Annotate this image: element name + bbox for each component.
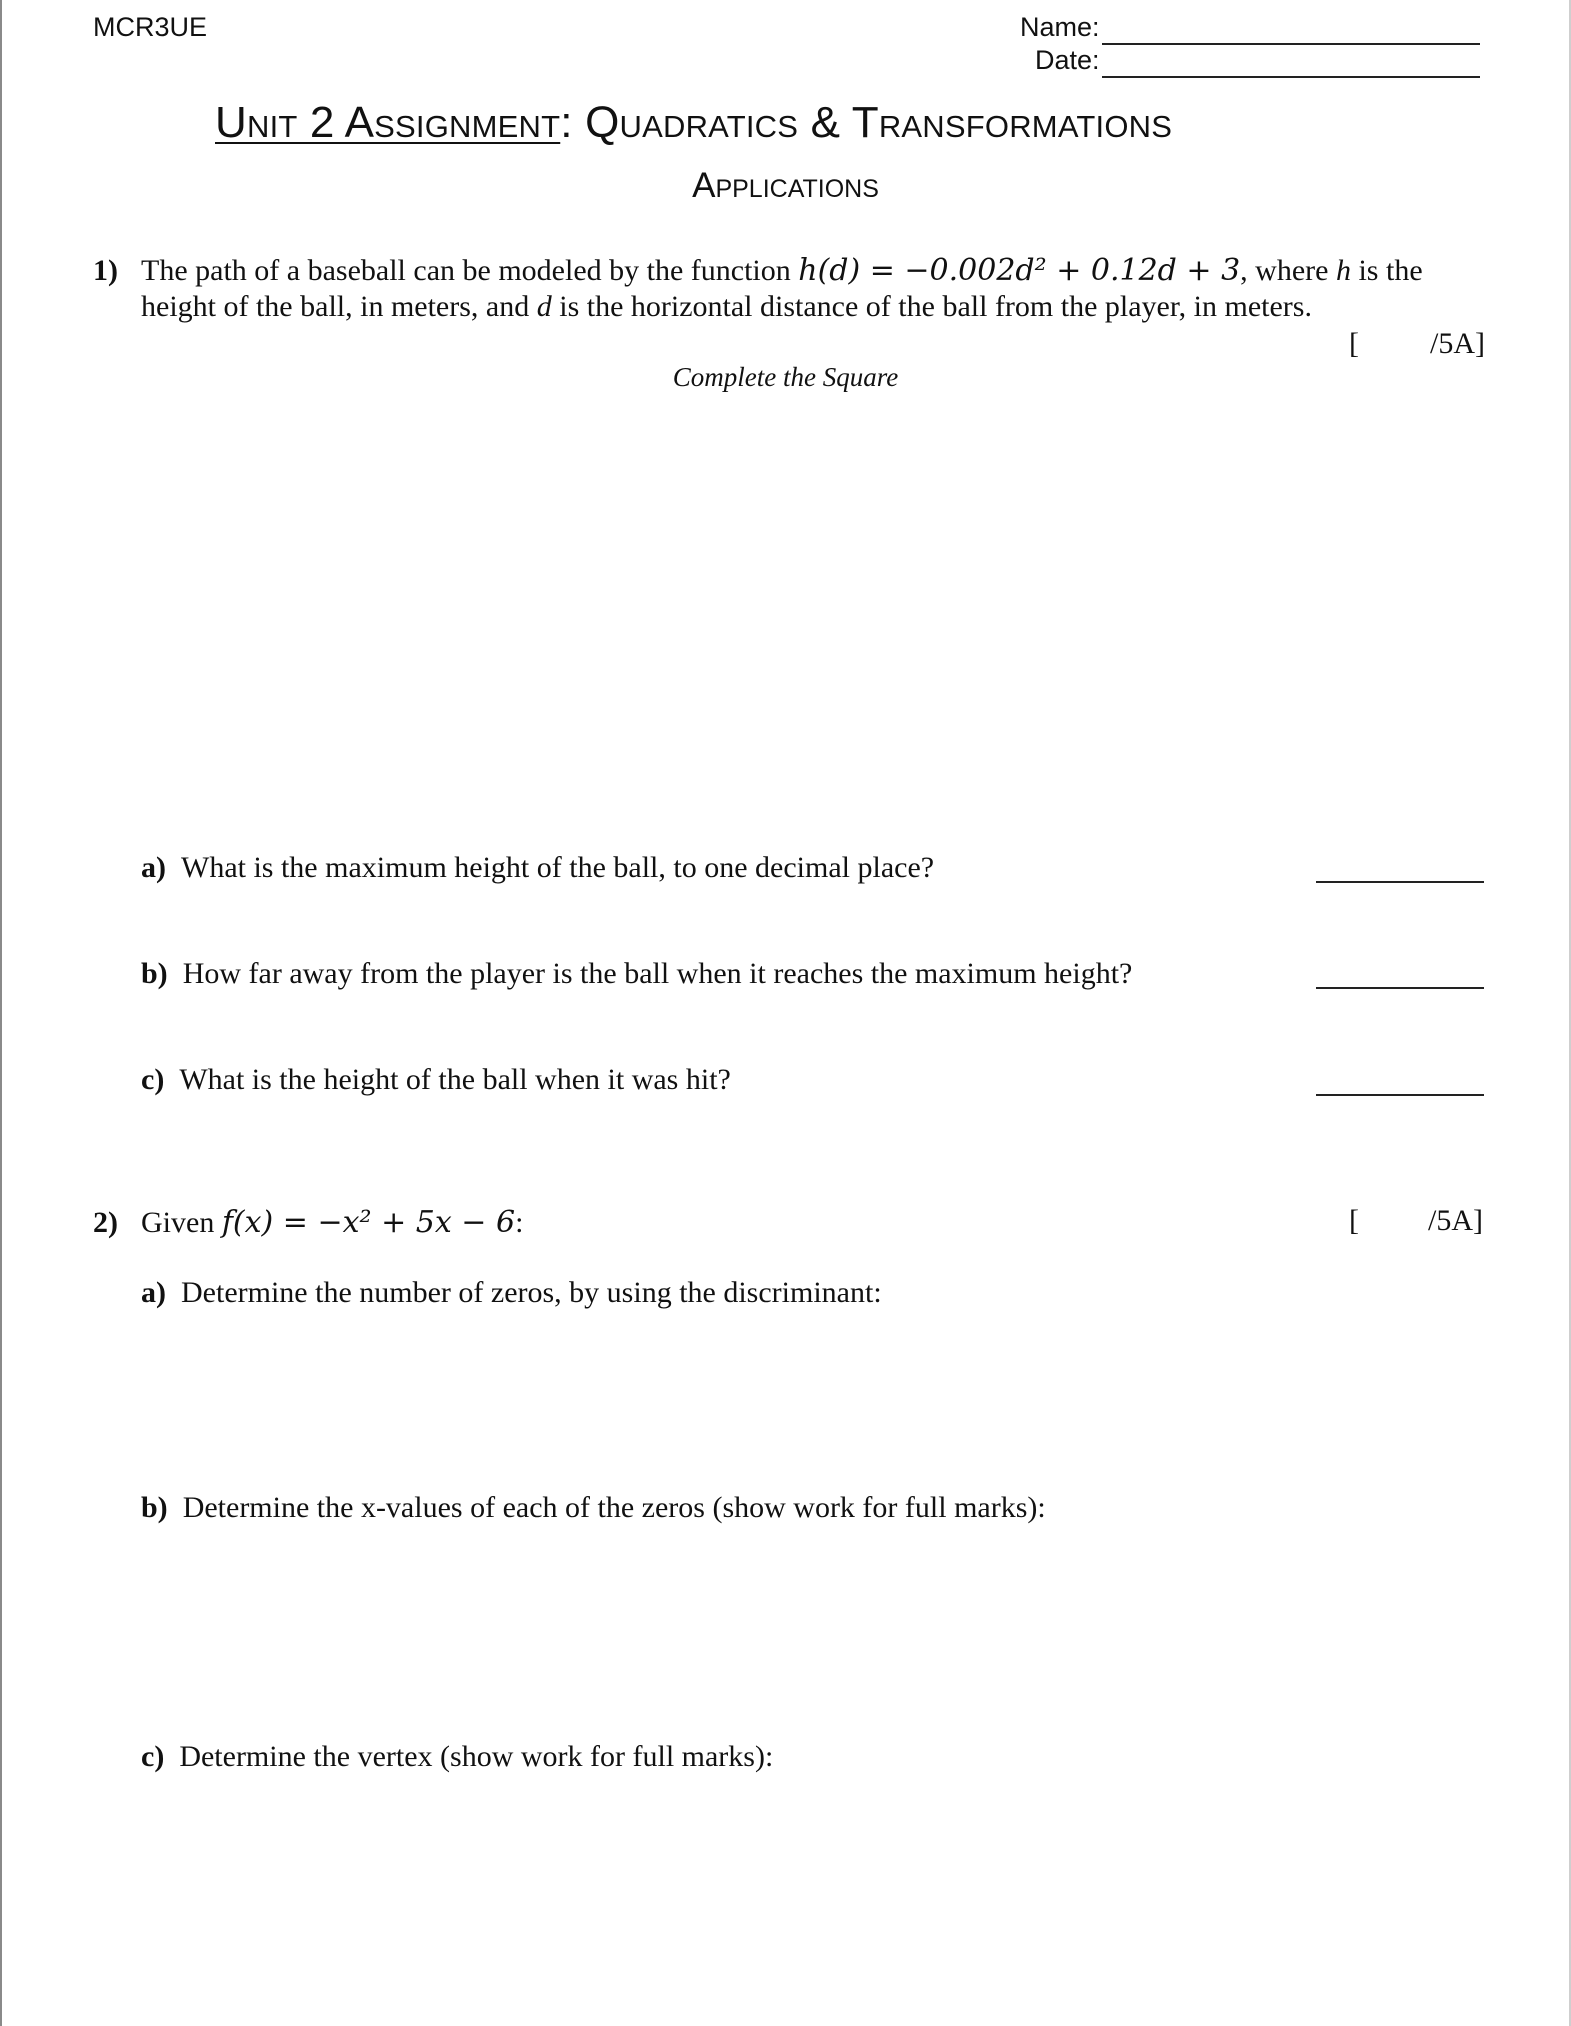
question-1c: c) What is the height of the ball when it was hit? [141, 1063, 731, 1096]
question-1a-text: What is the maximum height of the ball, to one decimal place? [181, 851, 935, 884]
question-2b-text: Determine the x-values of each of the zeros (show work for full marks): [182, 1491, 1046, 1524]
question-2c: c) Determine the vertex (show work for full marks): [141, 1740, 774, 1773]
question-1-hint: Complete the Square [672, 362, 899, 392]
answer-line-1a[interactable] [1316, 881, 1484, 883]
question-2-given: Given [141, 1206, 215, 1239]
question-1-text: The path of a baseball can be modeled by the function [141, 254, 791, 287]
question-1-marks: /5A] [1430, 327, 1485, 360]
question-1-line-2-before: height of the ball, in meters, and [141, 290, 530, 323]
question-1-text-after: , where [1240, 254, 1329, 287]
title-underlined: Unit 2 Assignment [215, 98, 561, 147]
course-code: MCR3UE [93, 12, 208, 42]
question-1b: b) How far away from the player is the ball when it reaches the maximum height? [141, 957, 1133, 990]
question-1-line-2-after: is the horizontal distance of the ball from the player, in meters. [559, 290, 1312, 323]
date-field[interactable] [1102, 76, 1480, 78]
question-2a: a) Determine the number of zeros, by using the discriminant: [141, 1276, 882, 1309]
question-1-line-2 [141, 288, 1312, 325]
question-1b-text: How far away from the player is the ball when it reaches the maximum height? [182, 957, 1133, 990]
question-1-marks-open: [ [1349, 327, 1359, 360]
variable-h: h [1335, 254, 1351, 287]
question-2-colon: : [515, 1206, 524, 1239]
answer-line-1c[interactable] [1316, 1094, 1484, 1096]
question-2-line [141, 1204, 523, 1241]
question-2-marks: /5A] [1428, 1204, 1483, 1237]
question-1a: a) What is the maximum height of the ball, to one decimal place? [141, 851, 935, 884]
answer-line-1b[interactable] [1316, 987, 1484, 989]
question-2-number: 2) [93, 1206, 118, 1239]
question-1-line-1 [141, 252, 1423, 289]
question-2-function: f(x) = −x² + 5x − 6 [221, 1205, 516, 1240]
title-rest: : Quadratics & Transformations [560, 98, 1173, 147]
question-1c-text: What is the height of the ball when it was hit? [179, 1063, 731, 1096]
question-1-equation: h(d) = −0.002d² + 0.12d + 3 [798, 253, 1241, 288]
name-label: Name: [1020, 12, 1100, 42]
question-2b: b) Determine the x-values of each of the zeros (show work for full marks): [141, 1491, 1046, 1524]
variable-d: d [536, 290, 552, 323]
question-1-text-after-2: is the [1358, 254, 1423, 287]
question-1-number: 1) [93, 254, 118, 287]
date-label: Date: [1035, 45, 1100, 75]
question-2-marks-open: [ [1349, 1204, 1359, 1237]
assignment-title [215, 98, 1172, 148]
page-edge-left [0, 0, 2, 2026]
name-field[interactable] [1102, 43, 1480, 45]
question-2a-text: Determine the number of zeros, by using the discriminant: [181, 1276, 882, 1309]
question-2c-text: Determine the vertex (show work for full marks): [179, 1740, 774, 1773]
assignment-subtitle: Applications [692, 166, 879, 205]
